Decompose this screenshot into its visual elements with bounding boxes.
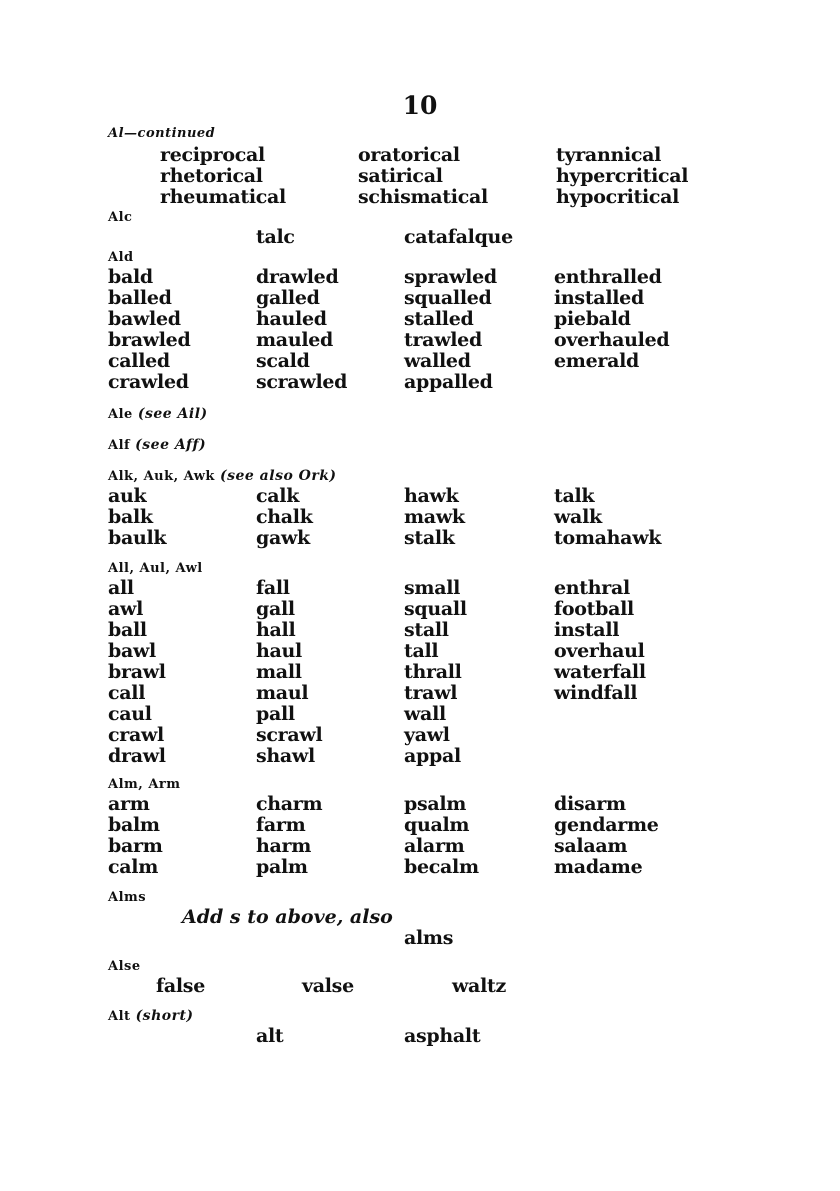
word: yawl: [404, 724, 450, 746]
word: drawled: [256, 266, 339, 288]
word: barm: [108, 835, 163, 857]
section-heading-alf: [108, 436, 748, 455]
word: bawled: [108, 308, 181, 330]
heading-note: (see Ail): [137, 406, 208, 422]
word: scrawl: [256, 724, 323, 746]
word: alt: [256, 1025, 284, 1047]
word: fall: [256, 577, 290, 599]
section-heading-alse: [108, 957, 748, 976]
word: trawl: [404, 682, 458, 704]
word: gendarme: [554, 814, 659, 836]
heading-note: (short): [135, 1008, 194, 1024]
word: mawk: [404, 506, 465, 528]
word: oratorical: [358, 144, 460, 166]
heading-text: Alse: [108, 959, 141, 974]
heading-text: Alk, Auk, Awk: [108, 469, 215, 484]
word-grid-alk: [108, 486, 748, 549]
word: chalk: [256, 506, 313, 528]
word: catafalque: [404, 226, 513, 248]
word: hypocritical: [556, 186, 680, 208]
word: balm: [108, 814, 160, 836]
word: harm: [256, 835, 312, 857]
rhyme-list: [108, 124, 748, 1047]
section-heading-alt: [108, 1007, 748, 1026]
word-grid-alse: [108, 976, 748, 997]
word-grid-alt: [108, 1026, 748, 1047]
word: calk: [256, 485, 300, 507]
heading-text: Alms: [108, 890, 147, 905]
heading-text: All, Aul, Awl: [108, 561, 203, 576]
heading-text: Alt: [108, 1009, 131, 1024]
word: install: [554, 619, 620, 641]
word: calm: [108, 856, 159, 878]
word: qualm: [404, 814, 470, 836]
word: appalled: [404, 371, 493, 393]
word: waterfall: [554, 661, 646, 683]
word: gawk: [256, 527, 310, 549]
word: alms: [404, 927, 454, 949]
word: haul: [256, 640, 302, 662]
section-heading-al: [108, 124, 748, 143]
word: auk: [108, 485, 147, 507]
word: stalled: [404, 308, 474, 330]
word: tall: [404, 640, 439, 662]
word: football: [554, 598, 634, 620]
word: gall: [256, 598, 295, 620]
word: galled: [256, 287, 320, 309]
word: maul: [256, 682, 309, 704]
word: crawled: [108, 371, 189, 393]
word: rheumatical: [160, 186, 286, 208]
word: squalled: [404, 287, 492, 309]
word: disarm: [554, 793, 626, 815]
word: false: [156, 975, 205, 997]
section-heading-ale: [108, 405, 748, 424]
section-heading-all: [108, 559, 748, 578]
word: stalk: [404, 527, 455, 549]
page-number: 10: [402, 91, 438, 120]
section-heading-ald: [108, 248, 748, 267]
word: balk: [108, 506, 153, 528]
word: hall: [256, 619, 296, 641]
word: waltz: [452, 975, 506, 997]
word: overhauled: [554, 329, 670, 351]
heading-text: Alm, Arm: [108, 777, 181, 792]
word: brawl: [108, 661, 166, 683]
section-heading-alms: [108, 888, 748, 907]
word: sprawled: [404, 266, 497, 288]
heading-text: Ald: [108, 250, 134, 265]
word: walk: [554, 506, 602, 528]
word-grid-ald: [108, 267, 748, 393]
word: small: [404, 577, 461, 599]
word: rhetorical: [160, 165, 263, 187]
word: tomahawk: [554, 527, 662, 549]
word: overhaul: [554, 640, 645, 662]
word: psalm: [404, 793, 467, 815]
word: caul: [108, 703, 152, 725]
word: charm: [256, 793, 323, 815]
heading-text: Ale: [108, 407, 133, 422]
heading-note: (see also Ork): [219, 468, 337, 484]
word: asphalt: [404, 1025, 481, 1047]
word: palm: [256, 856, 308, 878]
word-grid-alm: [108, 794, 748, 878]
word: arm: [108, 793, 150, 815]
word: all: [108, 577, 134, 599]
word: piebald: [554, 308, 631, 330]
word: windfall: [554, 682, 638, 704]
word: bald: [108, 266, 153, 288]
word: hawk: [404, 485, 459, 507]
word-grid-all: [108, 578, 748, 767]
section-heading-alk: [108, 467, 748, 486]
word: reciprocal: [160, 144, 265, 166]
word: trawled: [404, 329, 482, 351]
word: schismatical: [358, 186, 488, 208]
word: stall: [404, 619, 449, 641]
word: balled: [108, 287, 172, 309]
word: salaam: [554, 835, 628, 857]
word: hauled: [256, 308, 327, 330]
word: becalm: [404, 856, 479, 878]
word: called: [108, 350, 170, 372]
heading-note: (see Aff): [135, 437, 207, 453]
word: brawled: [108, 329, 191, 351]
word: pall: [256, 703, 295, 725]
section-heading-alm: [108, 775, 748, 794]
word: valse: [302, 975, 354, 997]
word: walled: [404, 350, 471, 372]
word: satirical: [358, 165, 443, 187]
word: drawl: [108, 745, 166, 767]
word-grid-alc: [108, 227, 748, 248]
word: bawl: [108, 640, 156, 662]
word-grid-alms: [108, 928, 748, 949]
word: scrawled: [256, 371, 348, 393]
word: baulk: [108, 527, 167, 549]
word: thrall: [404, 661, 462, 683]
heading-text: Al—continued: [108, 126, 216, 141]
heading-text: Alf: [108, 438, 131, 453]
word: talc: [256, 226, 295, 248]
word: enthral: [554, 577, 630, 599]
word: scald: [256, 350, 310, 372]
word: madame: [554, 856, 643, 878]
word: tyrannical: [556, 144, 662, 166]
word: crawl: [108, 724, 164, 746]
section-heading-alc: [108, 208, 748, 227]
word: squall: [404, 598, 467, 620]
word: alarm: [404, 835, 465, 857]
word: ball: [108, 619, 147, 641]
word: wall: [404, 703, 446, 725]
word: appal: [404, 745, 461, 767]
word: hypercritical: [556, 165, 689, 187]
heading-text: Alc: [108, 210, 133, 225]
word: enthralled: [554, 266, 662, 288]
word: talk: [554, 485, 595, 507]
word: call: [108, 682, 146, 704]
section-note-alms: Add s to above, also: [182, 906, 393, 928]
word-grid-al: [108, 145, 748, 208]
word: emerald: [554, 350, 640, 372]
word: awl: [108, 598, 143, 620]
word: shawl: [256, 745, 315, 767]
word: installed: [554, 287, 644, 309]
word: farm: [256, 814, 306, 836]
word: mall: [256, 661, 302, 683]
word: mauled: [256, 329, 334, 351]
